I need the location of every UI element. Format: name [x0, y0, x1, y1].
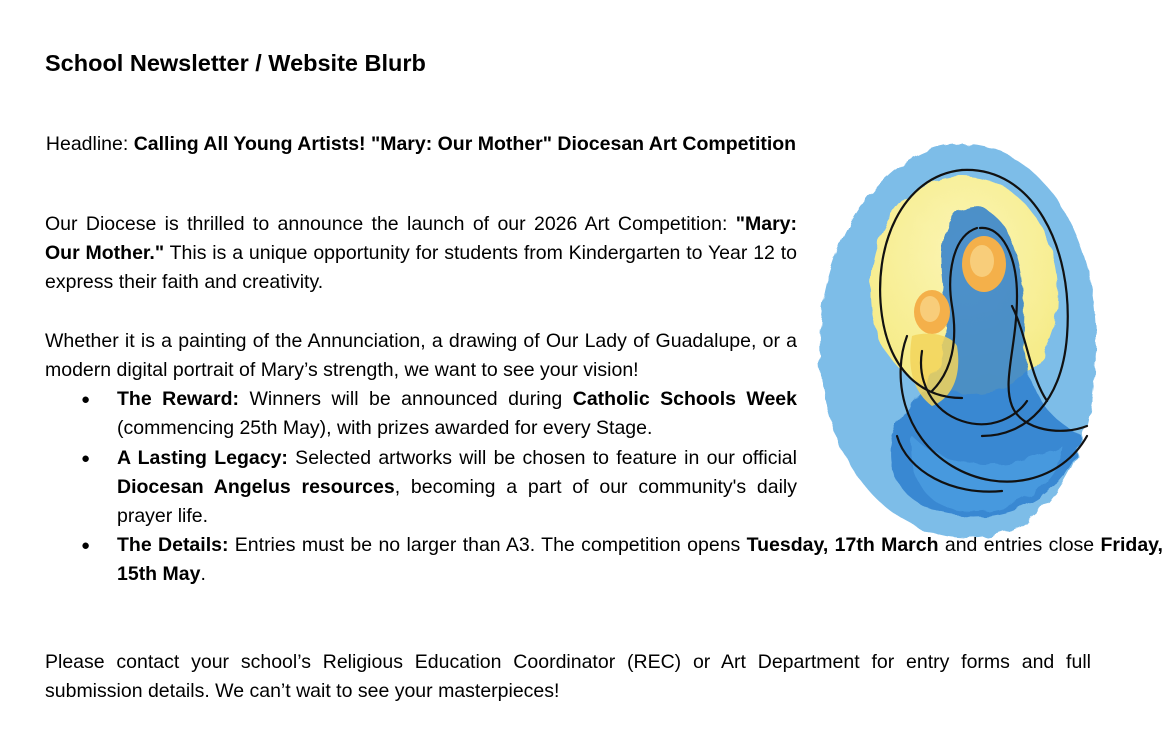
headline-prefix: Headline: [45, 133, 134, 155]
bullet-dot-icon: ● [81, 391, 91, 409]
bullet-details: ● The Details: Entries must be no larger than A3. The competition opens Tuesday, 17th March and entries close Friday, 15th May. [45, 531, 1163, 589]
bullet-list [45, 385, 1163, 589]
vision-paragraph: Whether it is a painting of the Annunciation, a drawing of Our Lady of Guadalupe, or a modern digital portrait of Mary’s strength, we want to see your vision! [45, 329, 797, 381]
body-content [45, 210, 1163, 590]
intro-paragraph: Our Diocese is thrilled to announce the launch of our 2026 Art Competition: "Mary: Our Mother." This is a unique opportunity for students from Kindergarten to Year 12 to express their faith and creativity. [45, 213, 797, 294]
headline [45, 130, 797, 160]
headline-text: Calling All Young Artists! "Mary: Our Mother" Diocesan Art Competition [133, 133, 797, 155]
contact-paragraph: Please contact your school’s Religious Education Coordinator (REC) or Art Department for entry forms and full submission details. We can’t wait to see your masterpieces! [45, 651, 1091, 703]
bullet-legacy: ● A Lasting Legacy: Selected artworks will be chosen to feature in our official Diocesan Angelus resources, becoming a part of our community's daily prayer life. [45, 444, 797, 532]
bullet-reward: ● The Reward: Winners will be announced during Catholic Schools Week (commencing 25th May), with prizes awarded for every Stage. [45, 385, 797, 443]
competition-name: "Mary: Our Mother." [45, 213, 797, 265]
mary-artwork-image [812, 136, 1102, 544]
page-title: School Newsletter / Website Blurb [45, 50, 426, 76]
bullet-dot-icon: ● [81, 449, 91, 467]
bullet-dot-icon: ● [81, 537, 91, 555]
